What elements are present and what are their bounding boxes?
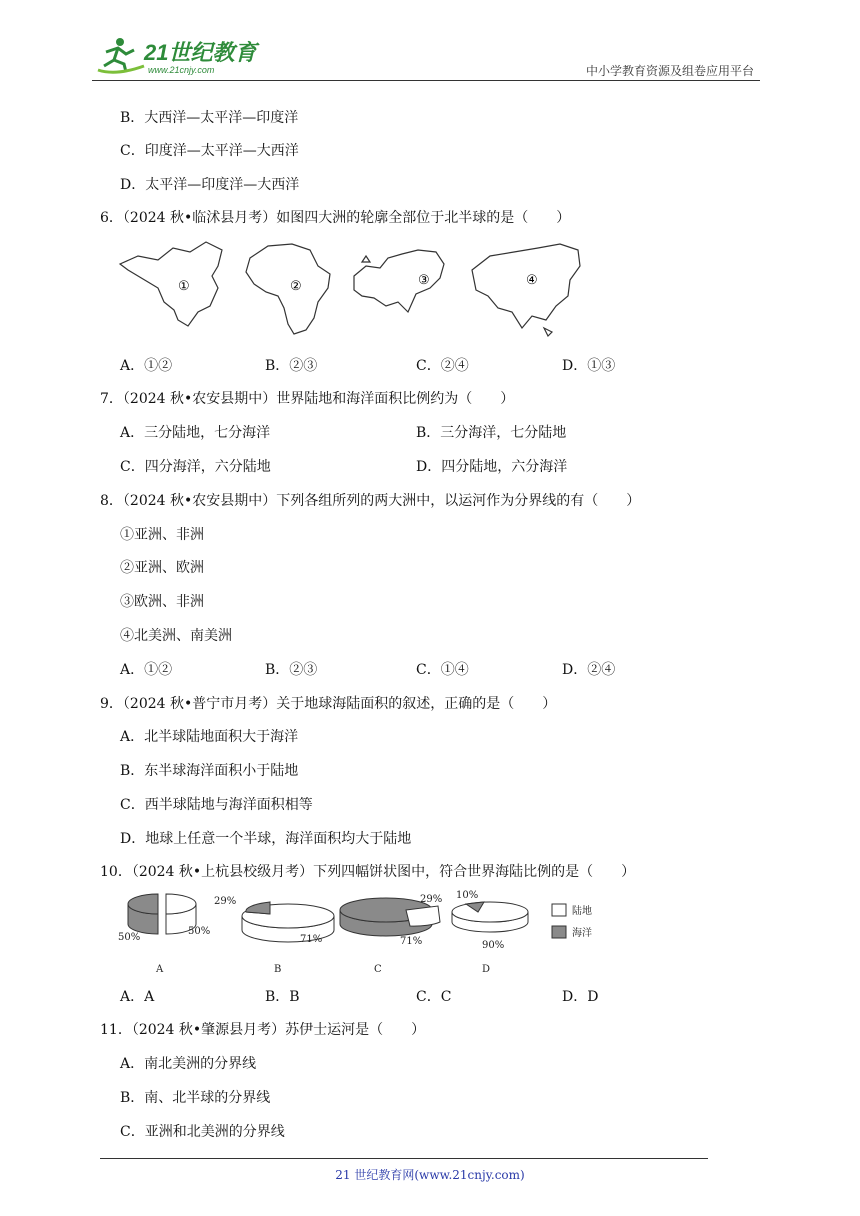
pie-charts-figure xyxy=(110,886,610,978)
q8-option-a: A．①② xyxy=(120,662,173,678)
svg-text:www.21cnjy.com: www.21cnjy.com xyxy=(148,65,215,75)
q5-option-b: B．大西洋—太平洋—印度洋 xyxy=(120,110,299,126)
q9-option-a: A．北半球陆地面积大于海洋 xyxy=(120,729,299,745)
q9-stem: 9．（2024 秋•普宁市月考）关于地球海陆面积的叙述，正确的是（ ） xyxy=(100,696,557,712)
q8-item-3: ③欧洲、非洲 xyxy=(120,594,204,610)
footer-text: 21 世纪教育网(www.21cnjy.com) xyxy=(335,1168,525,1182)
svg-text:21世纪教育: 21世纪教育 xyxy=(144,40,257,65)
q7-option-c: C．四分海洋，六分陆地 xyxy=(120,459,271,475)
north-america-outline xyxy=(120,242,222,326)
footer-divider xyxy=(100,1158,708,1159)
page-header xyxy=(92,34,760,81)
pie-legend xyxy=(552,904,592,939)
q6-option-d: D．①③ xyxy=(562,358,616,374)
q11-option-c: C．亚洲和北美洲的分界线 xyxy=(120,1124,285,1140)
pie-c-land-label: 29% xyxy=(420,894,443,905)
pie-c-ocean-label: 71% xyxy=(400,936,423,947)
pie-c xyxy=(340,894,442,975)
pie-a-ocean-label: 50% xyxy=(118,932,141,943)
q9-option-c: C．西半球陆地与海洋面积相等 xyxy=(120,797,313,813)
pie-d-name: D xyxy=(482,964,491,975)
q8-item-1: ①亚洲、非洲 xyxy=(120,527,204,543)
q8-item-4: ④北美洲、南美洲 xyxy=(120,628,232,644)
q5-option-c: C．印度洋—太平洋—大西洋 xyxy=(120,143,299,159)
figure-label-2: ② xyxy=(290,279,302,294)
q8-stem: 8．（2024 秋•农安县期中）下列各组所列的两大洲中，以运河作为分界线的有（ ） xyxy=(100,493,641,509)
pie-a xyxy=(118,894,210,975)
africa-outline xyxy=(246,244,330,334)
q6-option-a: A．①② xyxy=(120,358,173,374)
q7-option-b: B．三分海洋，七分陆地 xyxy=(416,425,567,441)
q6-option-b: B．②③ xyxy=(265,358,318,374)
figure-label-4: ④ xyxy=(526,273,538,288)
continent-outlines-figure xyxy=(118,236,588,342)
q8-item-2: ②亚洲、欧洲 xyxy=(120,560,204,576)
platform-name: 中小学教育资源及组卷应用平台 xyxy=(585,64,754,78)
q10-option-c: C．C xyxy=(416,989,452,1005)
legend-land-label: 陆地 xyxy=(572,906,592,917)
q8-option-b: B．②③ xyxy=(265,662,318,678)
figure-label-1: ① xyxy=(178,279,190,294)
logo-21cnjy xyxy=(96,36,266,76)
pie-a-land-label: 50% xyxy=(188,926,211,937)
q7-option-d: D．四分陆地，六分海洋 xyxy=(416,459,568,475)
pie-d xyxy=(452,890,528,975)
legend-ocean-label: 海洋 xyxy=(572,928,592,939)
pie-c-name: C xyxy=(374,964,382,975)
q11-option-b: B．南、北半球的分界线 xyxy=(120,1090,271,1106)
q10-stem: 10．（2024 秋•上杭县校级月考）下列四幅饼状图中，符合世界海陆比例的是（ ） xyxy=(100,864,636,880)
pie-b-land-label: 71% xyxy=(300,934,323,945)
runner-icon xyxy=(98,38,144,72)
q7-stem: 7．（2024 秋•农安县期中）世界陆地和海洋面积比例约为（ ） xyxy=(100,391,515,407)
pie-b-ocean-label: 29% xyxy=(214,896,237,907)
q11-stem: 11．（2024 秋•肇源县月考）苏伊士运河是（ ） xyxy=(100,1022,426,1038)
legend-land-swatch xyxy=(552,904,566,916)
q10-option-b: B．B xyxy=(265,989,300,1005)
figure-label-3: ③ xyxy=(418,273,430,288)
q11-option-a: A．南北美洲的分界线 xyxy=(120,1056,257,1072)
q10-option-d: D．D xyxy=(562,989,599,1005)
q7-option-a: A．三分陆地，七分海洋 xyxy=(120,425,271,441)
q9-option-d: D．地球上任意一个半球，海洋面积均大于陆地 xyxy=(120,831,412,847)
q5-option-d: D．太平洋—印度洋—大西洋 xyxy=(120,177,300,193)
pie-d-land-label: 90% xyxy=(482,940,505,951)
q10-option-a: A．A xyxy=(120,989,155,1005)
q8-option-d: D．②④ xyxy=(562,662,616,678)
q6-stem: 6．（2024 秋•临沭县月考）如图四大洲的轮廓全部位于北半球的是（ ） xyxy=(100,210,571,226)
pie-d-ocean-label: 10% xyxy=(456,890,479,901)
pie-b-name: B xyxy=(274,964,282,975)
q6-option-c: C．②④ xyxy=(416,358,469,374)
q9-option-b: B．东半球海洋面积小于陆地 xyxy=(120,763,299,779)
q8-option-c: C．①④ xyxy=(416,662,469,678)
pie-a-name: A xyxy=(156,964,164,975)
pie-b xyxy=(214,896,334,975)
legend-ocean-swatch xyxy=(552,926,566,938)
